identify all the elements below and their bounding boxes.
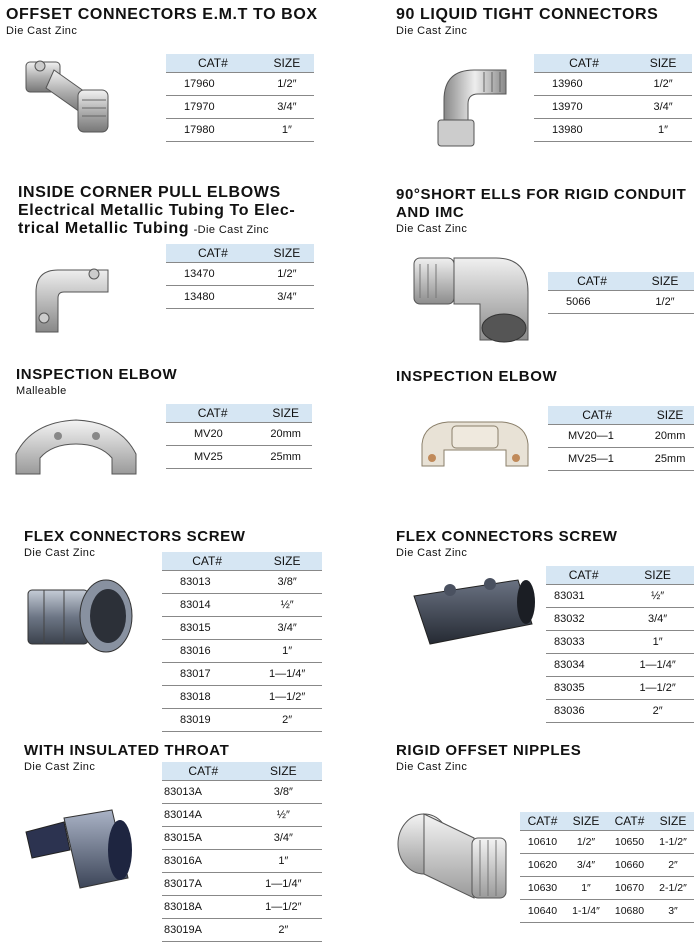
cat-cell: 83013A <box>162 781 245 804</box>
pull-elbow-image <box>24 262 120 342</box>
table-row <box>162 640 322 663</box>
size-cell: 3″ <box>652 900 694 923</box>
spec-table <box>166 404 312 469</box>
cat-cell: 83036 <box>546 700 621 723</box>
table-row <box>520 877 694 900</box>
cat-cell: 83017A <box>162 873 245 896</box>
table-row <box>166 286 314 309</box>
table-row <box>162 804 322 827</box>
table-row <box>166 73 314 96</box>
size-cell: 1/2″ <box>260 73 314 96</box>
size-cell: 3/4″ <box>245 827 322 850</box>
size-cell: 3/4″ <box>565 854 607 877</box>
size-cell: 2-1/2″ <box>652 877 694 900</box>
section-title: FLEX CONNECTORS SCREW <box>24 528 246 545</box>
size-cell: 1″ <box>621 631 694 654</box>
short-ell-image <box>410 248 538 348</box>
header-cat: CAT# <box>534 54 634 73</box>
cat-cell: 10630 <box>520 877 565 900</box>
section-title: RIGID OFFSET NIPPLES <box>396 742 582 759</box>
cat-cell: 5066 <box>548 291 636 314</box>
table-row <box>162 781 322 804</box>
table-row <box>546 700 694 723</box>
cat-cell: 10610 <box>520 831 565 854</box>
size-cell: 1/2″ <box>636 291 694 314</box>
size-cell: 2″ <box>245 919 322 942</box>
table-row <box>162 686 322 709</box>
cat-cell: 83015 <box>162 617 252 640</box>
size-cell: ½″ <box>252 594 322 617</box>
liquid-tight-connector-image <box>424 50 514 150</box>
table-row <box>546 654 694 677</box>
cat-cell: 83031 <box>546 585 621 608</box>
header-size: SIZE <box>636 272 694 291</box>
spec-table <box>166 54 314 142</box>
cat-cell: 83018A <box>162 896 245 919</box>
section-title-line3: trical Metallic Tubing <box>18 220 190 237</box>
cat-cell: 83014 <box>162 594 252 617</box>
cat-cell: 83017 <box>162 663 252 686</box>
header-cat: CAT# <box>548 272 636 291</box>
cat-cell: 83019 <box>162 709 252 732</box>
table-row <box>534 96 692 119</box>
section-material: Die Cast Zinc <box>396 223 468 235</box>
table-row <box>166 263 314 286</box>
flex-connector-image <box>24 572 134 662</box>
cat-cell: 17970 <box>166 96 260 119</box>
size-cell: 3/8″ <box>252 571 322 594</box>
cat-cell: 10620 <box>520 854 565 877</box>
size-cell: 1″ <box>634 119 692 142</box>
section-title: FLEX CONNECTORS SCREW <box>396 528 618 545</box>
cat-cell: 83013 <box>162 571 252 594</box>
size-cell: 20mm <box>646 425 694 448</box>
section-material: Die Cast Zinc <box>396 761 468 773</box>
rigid-offset-nipple-image <box>394 808 514 908</box>
header-size: SIZE <box>245 762 322 781</box>
size-cell: 1—1/2″ <box>245 896 322 919</box>
header-cat: CAT# <box>166 54 260 73</box>
cat-cell: 17980 <box>166 119 260 142</box>
table-row <box>166 96 314 119</box>
table-row <box>162 873 322 896</box>
cat-cell: 83014A <box>162 804 245 827</box>
cat-cell: 10640 <box>520 900 565 923</box>
cat-cell: 13470 <box>166 263 260 286</box>
header-size: SIZE <box>634 54 692 73</box>
section-title: INSPECTION ELBOW <box>16 366 178 383</box>
section-material: Die Cast Zinc <box>396 25 468 37</box>
size-cell: 25mm <box>646 448 694 471</box>
header-cat: CAT# <box>166 404 259 423</box>
section-offset-connectors <box>6 6 318 38</box>
cat-cell: 10650 <box>607 831 652 854</box>
cat-cell: 83015A <box>162 827 245 850</box>
size-cell: ½″ <box>621 585 694 608</box>
table-row <box>546 677 694 700</box>
size-cell: 1—1/4″ <box>252 663 322 686</box>
table-row <box>520 900 694 923</box>
cat-cell: 13960 <box>534 73 634 96</box>
offset-connector-image <box>18 52 128 142</box>
size-cell: 3/8″ <box>245 781 322 804</box>
header-cat: CAT# <box>166 244 260 263</box>
cat-cell: 83032 <box>546 608 621 631</box>
section-title: INSIDE CORNER PULL ELBOWS <box>18 184 281 201</box>
table-row <box>548 425 694 448</box>
spec-table <box>520 812 694 923</box>
table-row <box>162 850 322 873</box>
section-inspection-elbow-malleable <box>16 366 177 398</box>
table-row <box>546 631 694 654</box>
inspection-elbow-image <box>418 414 532 486</box>
section-title: OFFSET CONNECTORS E.M.T TO BOX <box>6 6 318 23</box>
section-title: INSPECTION ELBOW <box>396 368 558 385</box>
table-row <box>548 291 694 314</box>
table-row <box>166 119 314 142</box>
size-cell: 3/4″ <box>252 617 322 640</box>
table-row <box>534 73 692 96</box>
header-cat: CAT# <box>607 812 652 831</box>
cat-cell: 83016 <box>162 640 252 663</box>
section-inspection-elbow <box>396 368 557 386</box>
cat-cell: 83034 <box>546 654 621 677</box>
section-liquid-tight <box>396 6 658 38</box>
section-flex-connectors-screw-2 <box>396 528 618 560</box>
section-title: WITH INSULATED THROAT <box>24 742 230 759</box>
size-cell: 3/4″ <box>260 96 314 119</box>
spec-table <box>166 244 314 309</box>
section-title-line2: Electrical Metallic Tubing To Elec- <box>18 202 296 219</box>
section-inside-corner-pull-elbows <box>18 184 295 238</box>
header-size: SIZE <box>652 812 694 831</box>
cat-cell: 13480 <box>166 286 260 309</box>
header-size: SIZE <box>646 406 694 425</box>
size-cell: ½″ <box>245 804 322 827</box>
size-cell: 1/2″ <box>565 831 607 854</box>
header-size: SIZE <box>252 552 322 571</box>
cat-cell: 13970 <box>534 96 634 119</box>
table-row <box>546 608 694 631</box>
spec-table <box>534 54 692 142</box>
spec-table <box>162 552 322 732</box>
header-cat: CAT# <box>162 552 252 571</box>
table-row <box>162 919 322 942</box>
size-cell: 3/4″ <box>621 608 694 631</box>
section-material: Malleable <box>16 385 67 397</box>
cat-cell: 10680 <box>607 900 652 923</box>
table-row <box>162 709 322 732</box>
section-short-ells <box>396 186 686 236</box>
cat-cell: 83019A <box>162 919 245 942</box>
cat-cell: 10670 <box>607 877 652 900</box>
table-row <box>166 446 312 469</box>
size-cell: 1″ <box>260 119 314 142</box>
table-row <box>162 827 322 850</box>
cat-cell: MV25 <box>166 446 259 469</box>
header-size: SIZE <box>621 566 694 585</box>
section-material: Die Cast Zinc <box>396 547 468 559</box>
cat-cell: 83033 <box>546 631 621 654</box>
table-row <box>162 896 322 919</box>
size-cell: 1—1/4″ <box>245 873 322 896</box>
size-cell: 2″ <box>621 700 694 723</box>
cat-cell: 10660 <box>607 854 652 877</box>
section-rigid-offset-nipples <box>396 742 581 774</box>
spec-table <box>548 406 694 471</box>
header-size: SIZE <box>259 404 312 423</box>
size-cell: 2″ <box>652 854 694 877</box>
flex-connector-image <box>410 576 538 652</box>
cat-cell: 83035 <box>546 677 621 700</box>
size-cell: 1-1/2″ <box>652 831 694 854</box>
insulated-throat-connector-image <box>24 808 134 898</box>
section-material: Die Cast Zinc <box>24 547 96 559</box>
size-cell: 2″ <box>252 709 322 732</box>
table-row <box>548 448 694 471</box>
cat-cell: MV20 <box>166 423 259 446</box>
size-cell: 25mm <box>259 446 312 469</box>
size-cell: 1″ <box>252 640 322 663</box>
cat-cell: 17960 <box>166 73 260 96</box>
size-cell: 20mm <box>259 423 312 446</box>
spec-table <box>162 762 322 942</box>
header-size: SIZE <box>565 812 607 831</box>
section-material: Die Cast Zinc <box>24 761 96 773</box>
spec-table <box>546 566 694 723</box>
size-cell: 1″ <box>245 850 322 873</box>
cat-cell: 83018 <box>162 686 252 709</box>
section-material: -Die Cast Zinc <box>193 224 269 236</box>
header-cat: CAT# <box>162 762 245 781</box>
header-cat: CAT# <box>548 406 646 425</box>
table-row <box>162 663 322 686</box>
table-row <box>162 617 322 640</box>
size-cell: 1/2″ <box>634 73 692 96</box>
inspection-elbow-image <box>12 414 140 480</box>
cat-cell: 83016A <box>162 850 245 873</box>
cat-cell: 13980 <box>534 119 634 142</box>
size-cell: 1/2″ <box>260 263 314 286</box>
section-title: 90°SHORT ELLS FOR RIGID CONDUIT <box>396 186 687 203</box>
section-material: Die Cast Zinc <box>6 25 78 37</box>
cat-cell: MV20—1 <box>548 425 646 448</box>
table-row <box>520 854 694 877</box>
section-title-line2: AND IMC <box>396 204 465 221</box>
table-row <box>162 594 322 617</box>
spec-table <box>548 272 694 314</box>
header-cat: CAT# <box>520 812 565 831</box>
size-cell: 1″ <box>565 877 607 900</box>
section-title: 90 LIQUID TIGHT CONNECTORS <box>396 6 659 23</box>
size-cell: 1-1/4″ <box>565 900 607 923</box>
size-cell: 3/4″ <box>634 96 692 119</box>
table-row <box>520 831 694 854</box>
size-cell: 1—1/4″ <box>621 654 694 677</box>
table-row <box>534 119 692 142</box>
table-row <box>546 585 694 608</box>
size-cell: 1—1/2″ <box>252 686 322 709</box>
header-cat: CAT# <box>546 566 621 585</box>
size-cell: 3/4″ <box>260 286 314 309</box>
table-row <box>162 571 322 594</box>
header-size: SIZE <box>260 244 314 263</box>
table-row <box>166 423 312 446</box>
header-size: SIZE <box>260 54 314 73</box>
cat-cell: MV25—1 <box>548 448 646 471</box>
size-cell: 1—1/2″ <box>621 677 694 700</box>
